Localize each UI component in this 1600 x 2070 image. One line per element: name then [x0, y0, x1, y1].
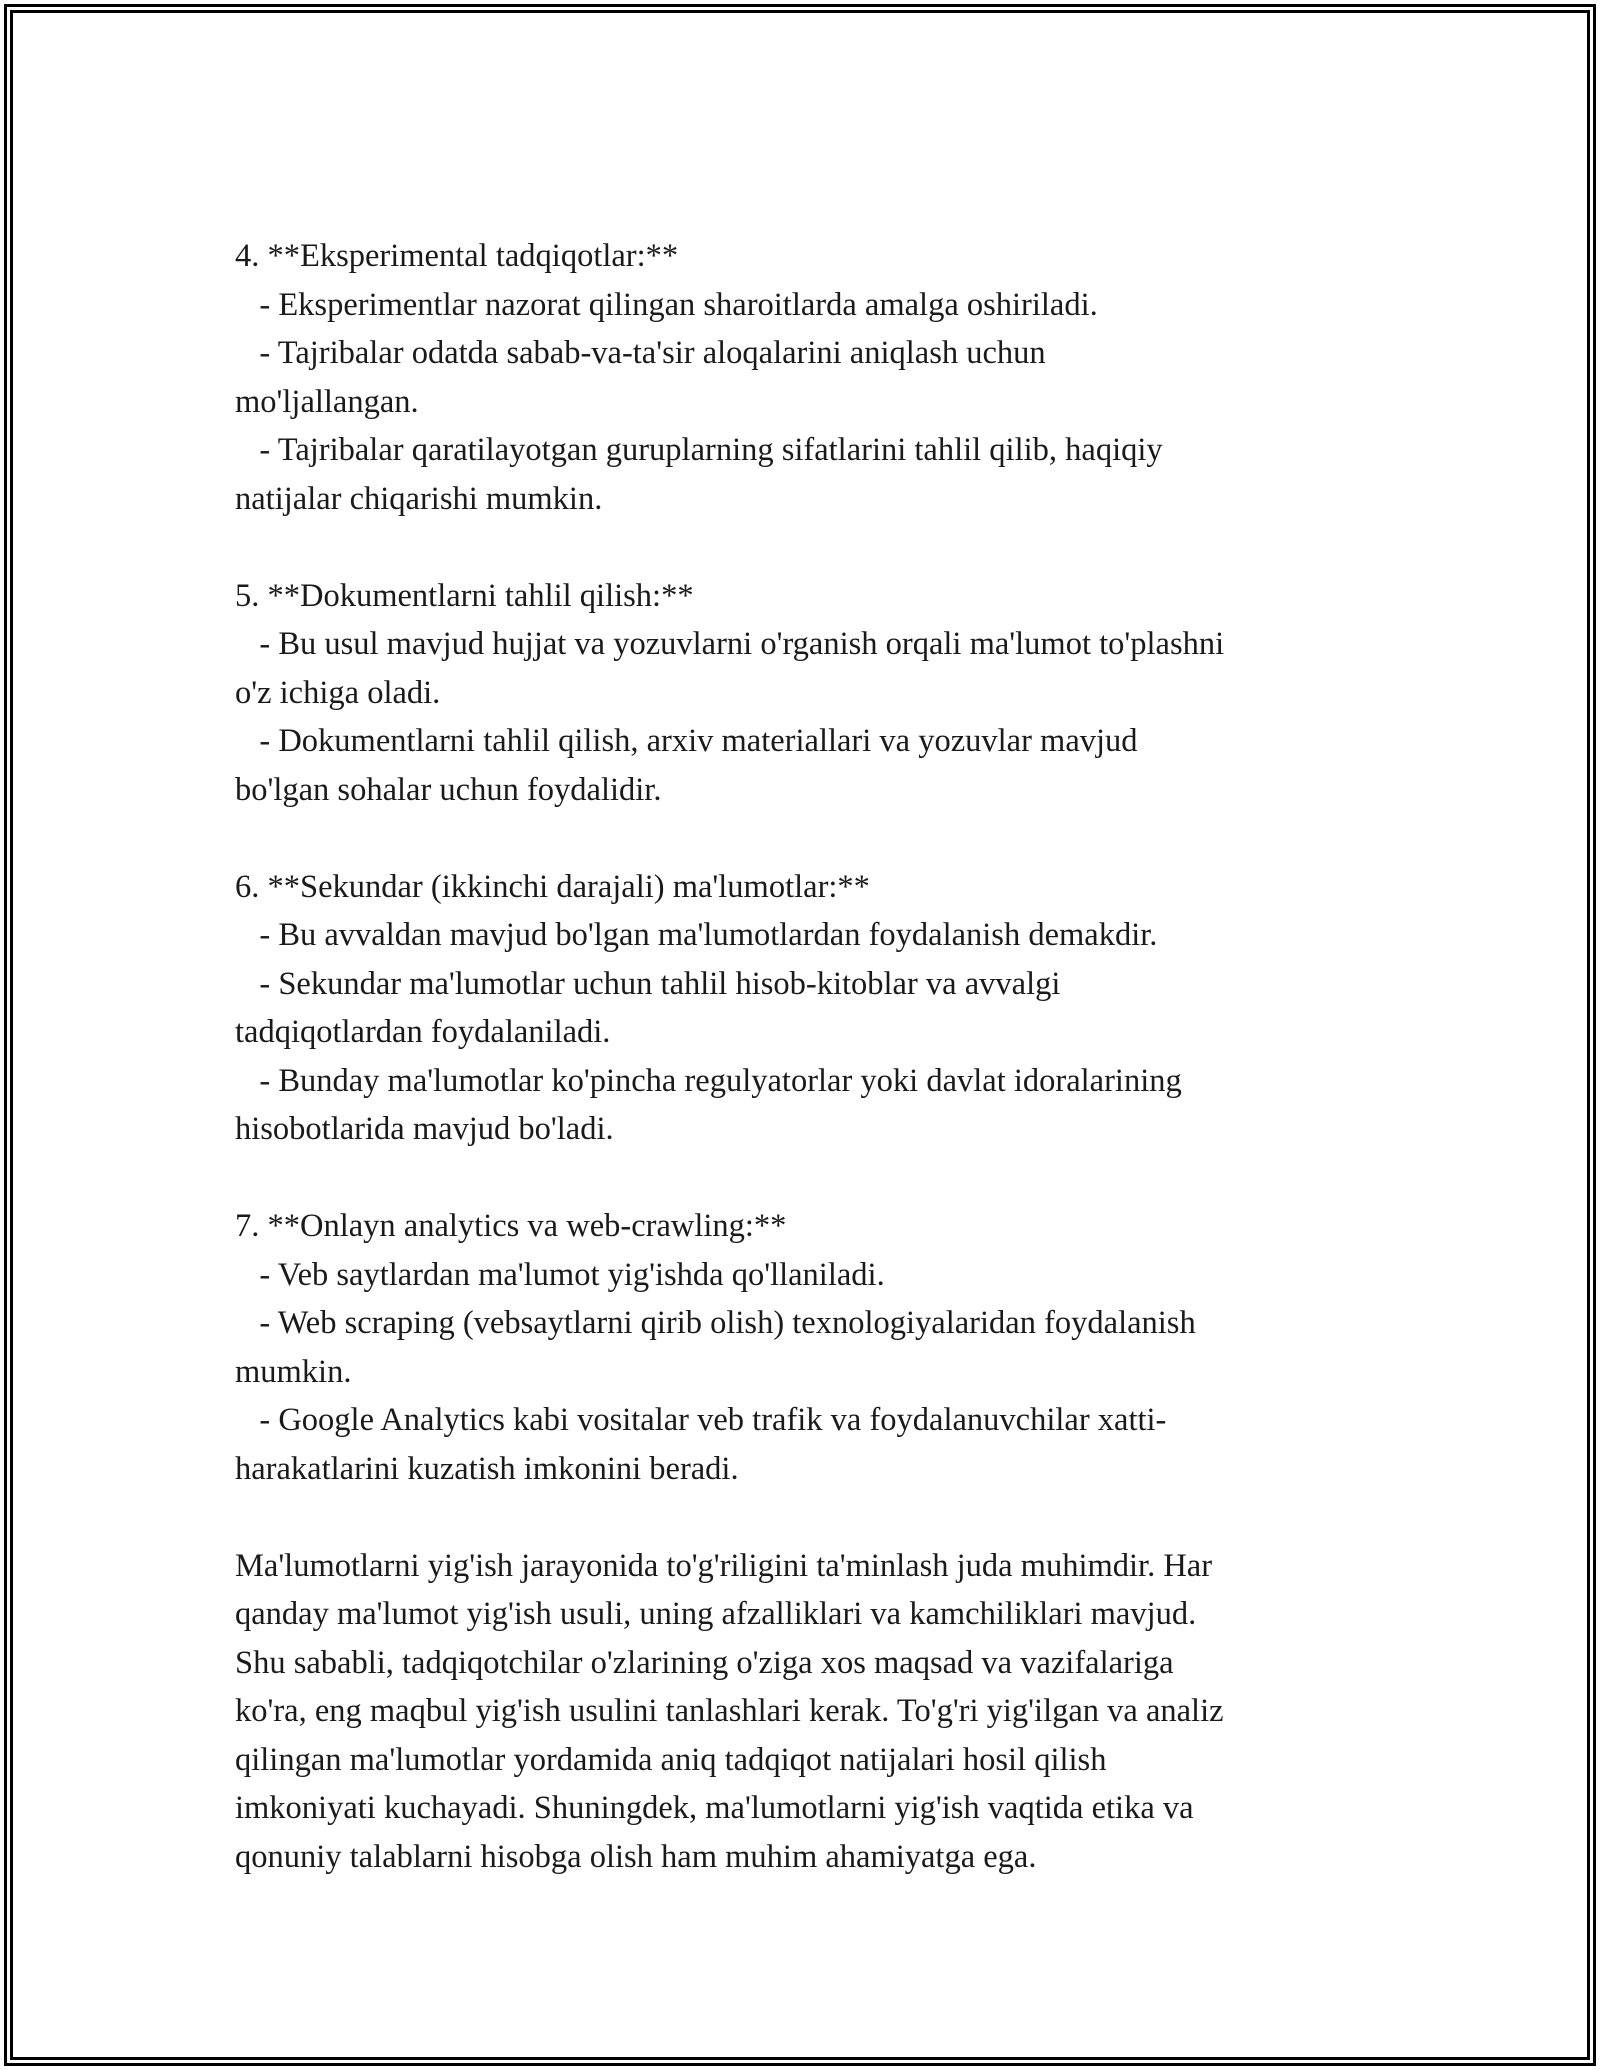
paragraph-line: ko'ra, eng maqbul yig'ish usulini tanlashlari kerak. To'g'ri yig'ilgan va analiz [235, 1693, 1224, 1729]
bullet-line: mumkin. [235, 1353, 352, 1390]
bullet-line: - Eksperimentlar nazorat qilingan sharoitlarda amalga oshiriladi. [235, 286, 1098, 323]
section-heading: 5. **Dokumentlarni tahlil qilish:** [235, 577, 694, 614]
bullet-line: natijalar chiqarishi mumkin. [235, 480, 603, 517]
paragraph-line: qonuniy talablarni hisobga olish ham muhim ahamiyatga ega. [235, 1838, 1037, 1875]
bullet-line: - Dokumentlarni tahlil qilish, arxiv materiallari va yozuvlar mavjud [235, 723, 1138, 759]
bullet-line: harakatlarini kuzatish imkonini beradi. [235, 1450, 739, 1487]
section-heading: 7. **Onlayn analytics va web-crawling:** [235, 1208, 787, 1244]
bullet-line: - Bu avvaldan mavjud bo'lgan ma'lumotlardan foydalanish demakdir. [235, 917, 1158, 953]
bullet-line: mo'ljallangan. [235, 383, 419, 420]
document-body [235, 232, 1370, 1881]
paragraph-line: Shu sababli, tadqiqotchilar o'zlarining o'ziga xos maqsad va vazifalariga [235, 1644, 1174, 1681]
bullet-line: o'z ichiga oladi. [235, 674, 441, 711]
bullet-line: - Bu usul mavjud hujjat va yozuvlarni o'rganish orqali ma'lumot to'plashni [235, 626, 1225, 662]
section-document-analysis [235, 572, 1370, 815]
bullet-line: - Veb saytlardan ma'lumot yig'ishda qo'llaniladi. [235, 1256, 885, 1293]
conclusion-paragraph [235, 1542, 1370, 1882]
paragraph-line: qilingan ma'lumotlar yordamida aniq tadqiqot natijalari hosil qilish [235, 1741, 1107, 1778]
section-experimental-research [235, 232, 1370, 523]
section-secondary-data [235, 863, 1370, 1154]
bullet-line: - Google Analytics kabi vositalar veb trafik va foydalanuvchilar xatti- [235, 1402, 1167, 1438]
paragraph-line: Ma'lumotlarni yig'ish jarayonida to'g'riligini ta'minlash juda muhimdir. Har [235, 1547, 1213, 1584]
section-online-analytics [235, 1202, 1370, 1493]
bullet-line: - Tajribalar odatda sabab-va-ta'sir aloqalarini aniqlash uchun [235, 335, 1046, 371]
bullet-line: - Tajribalar qaratilayotgan guruplarning sifatlarini tahlil qilib, haqiqiy [235, 432, 1163, 468]
bullet-line: bo'lgan sohalar uchun foydalidir. [235, 771, 662, 808]
bullet-line: - Web scraping (vebsaytlarni qirib olish) texnologiyalaridan foydalanish [235, 1305, 1196, 1341]
bullet-line: - Bunday ma'lumotlar ko'pincha regulyatorlar yoki davlat idoralarining [235, 1062, 1182, 1099]
bullet-line: tadqiqotlardan foydalaniladi. [235, 1014, 611, 1050]
section-heading: 6. **Sekundar (ikkinchi darajali) ma'lumotlar:** [235, 868, 870, 905]
paragraph-line: imkoniyati kuchayadi. Shuningdek, ma'lumotlarni yig'ish vaqtida etika va [235, 1790, 1194, 1826]
bullet-line: - Sekundar ma'lumotlar uchun tahlil hisob-kitoblar va avvalgi [235, 965, 1061, 1002]
bullet-line: hisobotlarida mavjud bo'ladi. [235, 1111, 614, 1147]
paragraph-line: qanday ma'lumot yig'ish usuli, uning afzalliklari va kamchiliklari mavjud. [235, 1596, 1197, 1632]
section-heading: 4. **Eksperimental tadqiqotlar:** [235, 238, 679, 274]
